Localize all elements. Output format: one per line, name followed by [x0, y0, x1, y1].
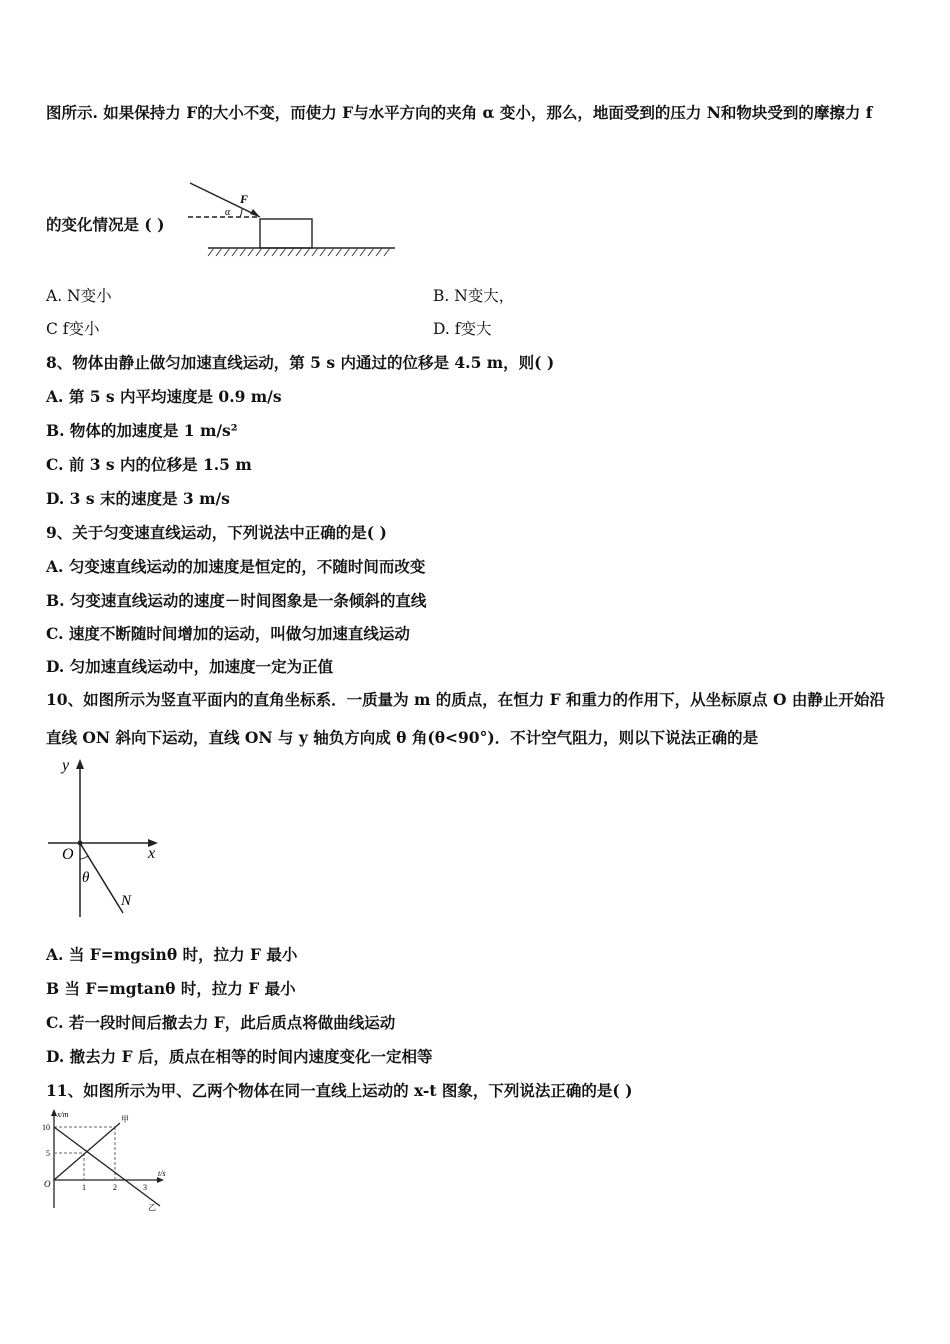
force-arrowhead — [250, 209, 260, 217]
xt-tick-t2: 2 — [113, 1183, 117, 1192]
q7-stem-line1: 图所示. 如果保持力 F的大小不变，而使力 F与水平方向的夹角 α 变小，那么，地面受到的压力 N和物块受到的摩擦力 f — [46, 103, 873, 122]
n-label: N — [121, 893, 132, 909]
force-label: F — [240, 192, 249, 206]
xt-origin: O — [44, 1179, 51, 1189]
xt-xlabel: t/s — [158, 1169, 166, 1178]
force-diagram — [180, 175, 400, 265]
q8-option-d: D. 3 s 末的速度是 3 m/s — [46, 489, 230, 508]
xt-tick-t3: 3 — [143, 1183, 147, 1192]
block — [260, 219, 312, 248]
q10-stem-line1: 10、如图所示为竖直平面内的直角坐标系．一质量为 m 的质点，在恒力 F 和重力的作用下，从坐标原点 O 由静止开始沿 — [46, 690, 885, 709]
coordinate-diagram — [40, 755, 170, 925]
angle-label: α — [225, 207, 231, 218]
xt-graph — [40, 1108, 175, 1213]
q8-option-c: C. 前 3 s 内的位移是 1.5 m — [46, 455, 252, 474]
x-axis-label: x — [148, 845, 156, 862]
q9-option-a: A. 匀变速直线运动的加速度是恒定的，不随时间而改变 — [46, 557, 426, 576]
theta-label: θ — [82, 870, 90, 886]
q10-option-b: B 当 F=mgtanθ 时，拉力 F 最小 — [46, 979, 296, 998]
origin-label: O — [62, 846, 74, 863]
y-axis-label: y — [62, 757, 70, 774]
q11-stem: 11、如图所示为甲、乙两个物体在同一直线上运动的 x-t 图象，下列说法正确的是( ) — [46, 1081, 633, 1100]
xt-tick-t1: 1 — [82, 1183, 86, 1192]
q7-option-d: D. f变大 — [433, 320, 492, 338]
angle-arc — [240, 209, 242, 217]
origin-point — [78, 841, 83, 846]
q9-option-c: C. 速度不断随时间增加的运动，叫做匀加速直线运动 — [46, 624, 410, 643]
xt-ylabel: x/m — [57, 1110, 69, 1119]
theta-arc — [80, 856, 88, 859]
q7-stem-line2: 的变化情况是 ( ) — [46, 215, 165, 234]
xt-tick-5: 5 — [46, 1149, 50, 1158]
q9-stem: 9、关于匀变速直线运动，下列说法中正确的是( ) — [46, 523, 387, 542]
q7-option-a: A. N变小 — [46, 287, 112, 305]
q10-option-c: C. 若一段时间后撤去力 F，此后质点将做曲线运动 — [46, 1013, 396, 1032]
q7-option-b: B. N变大， — [433, 287, 515, 305]
ground-hatch — [208, 248, 390, 256]
q8-option-b: B. 物体的加速度是 1 m/s² — [46, 421, 238, 440]
q7-option-c: C f变小 — [46, 320, 100, 338]
xt-tick-10: 10 — [42, 1123, 50, 1132]
q9-option-b: B. 匀变速直线运动的速度－时间图象是一条倾斜的直线 — [46, 591, 427, 610]
q9-option-d: D. 匀加速直线运动中，加速度一定为正值 — [46, 657, 334, 676]
xt-label-yi: 乙 — [148, 1203, 156, 1212]
q10-stem-line2: 直线 ON 斜向下运动，直线 ON 与 y 轴负方向成 θ 角(θ<90°)．不计空气阻力，则以下说法正确的是 — [46, 728, 759, 747]
y-axis-arrow — [76, 759, 84, 769]
xt-label-jia: 甲 — [121, 1115, 129, 1124]
q8-stem: 8、物体由静止做匀加速直线运动，第 5 s 内通过的位移是 4.5 m，则( ) — [46, 353, 555, 372]
q8-option-a: A. 第 5 s 内平均速度是 0.9 m/s — [46, 387, 282, 406]
q10-option-d: D. 撤去力 F 后，质点在相等的时间内速度变化一定相等 — [46, 1047, 433, 1066]
q10-option-a: A. 当 F=mgsinθ 时，拉力 F 最小 — [46, 945, 298, 964]
